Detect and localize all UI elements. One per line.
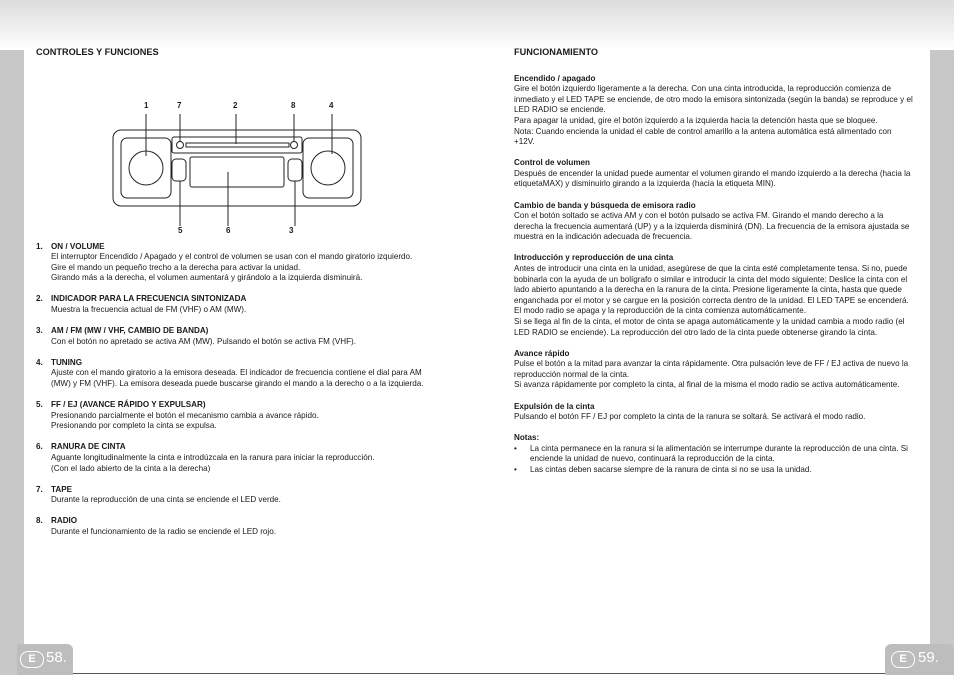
item-title: ON / VOLUME xyxy=(51,241,105,251)
paragraph-line: Presionando parcialmente el botón el mecanismo cambia a avance rápido. xyxy=(51,410,319,420)
item-number: 3. xyxy=(36,326,43,336)
paragraph-line: Ajuste con el mando giratorio a la emisora deseada. El indicador de frecuencia contiene el dial para AM (MW) y FM (VHF). La emisora deseada puede buscarse girando el mando a la derecho o a la izquierda. xyxy=(51,368,424,389)
right-page xyxy=(514,47,914,486)
paragraph-line: Con el botón no apretado se activa AM (MW). Pulsando el botón se activa FM (VHF). xyxy=(51,336,357,346)
paragraph-line: Nota: Cuando encienda la unidad el cable de control amarillo a la antena automática está alimentado con +12V. xyxy=(514,126,892,147)
right-page-number: 59. xyxy=(918,649,939,666)
item-number: 8. xyxy=(36,516,43,526)
bullet-icon: • xyxy=(514,465,517,474)
diagram-label-3: 3 xyxy=(289,225,294,235)
item-title: RANURA DE CINTA xyxy=(51,442,126,452)
item-title: AM / FM (MW / VHF, CAMBIO DE BANDA) xyxy=(51,326,209,336)
control-item xyxy=(36,442,436,474)
paragraph-line: El interruptor Encendido / Apagado y el control de volumen se usan con el mando giratorio izquierdo. xyxy=(51,252,413,262)
item-number: 4. xyxy=(36,357,43,367)
operation-section xyxy=(514,158,914,190)
section-title: Introducción y reproducción de una cinta xyxy=(514,253,674,263)
radio-diagram xyxy=(36,74,436,234)
paragraph-line: Gire el mando un pequeño trecho a la derecha para activar la unidad. xyxy=(51,262,301,272)
operation-section xyxy=(514,253,914,338)
note-text: Las cintas deben sacarse siempre de la ranura de cinta si no se usa la unidad. xyxy=(530,465,812,474)
operation-section xyxy=(514,201,914,243)
diagram-label-1: 1 xyxy=(144,100,149,110)
operation-section xyxy=(514,74,914,148)
item-number: 7. xyxy=(36,484,43,494)
paragraph-line: Pulsando el botón FF / EJ por completo la cinta de la ranura se soltará. Se activará el modo radio. xyxy=(514,412,866,422)
tuning-knob xyxy=(311,151,345,185)
paragraph-line: Girando más a la derecha, el volumen aumentará y girándolo a la izquierda disminuirá. xyxy=(51,273,363,283)
control-item xyxy=(36,326,436,347)
item-title: FF / EJ (AVANCE RÁPIDO Y EXPULSAR) xyxy=(51,400,206,410)
paragraph-line: Antes de introducir una cinta en la unidad, asegúrese de que la cinta esté completamente tensa. Si no, puede bobinarla con la ayuda de un bolígrafo o similar e introducir la cinta del modo siguiente: Deslice la cinta con el lado abierto apuntando a la derecha en la ranura de la cinta. Presione ligeramente la cinta, hasta que quede enganchada por el motor y se cargue en la posición correcta dentro de la unidad. El LED TAPE se encenderá. El modo radio se apaga y la reproducción de la cinta comienza automáticamente. xyxy=(514,264,909,316)
notes-title: Notas: xyxy=(514,433,540,443)
left-margin-strip xyxy=(0,50,24,675)
section-title: Avance rápido xyxy=(514,348,570,358)
note-text: La cinta permanece en la ranura si la alimentación se interrumpe durante la reproducción de una cinta. Si enciende la unidad de nuevo, continuará la reproducción de la cinta. xyxy=(530,443,908,464)
frequency-display xyxy=(190,157,284,187)
paragraph-line: Presionando por completo la cinta se expulsa. xyxy=(51,421,217,431)
right-margin-strip xyxy=(930,50,954,675)
item-number: 2. xyxy=(36,294,43,304)
left-page xyxy=(36,47,436,548)
section-title: Encendido / apagado xyxy=(514,73,596,83)
operation-section xyxy=(514,402,914,423)
section-title: Expulsión de la cinta xyxy=(514,401,595,411)
item-number: 6. xyxy=(36,442,43,452)
bottom-rule xyxy=(73,673,885,674)
paragraph-line: Pulse el botón a la mitad para avanzar la cinta rápidamente. Otra pulsación leve de FF / EJ activa de nuevo la reproducción normal de la cinta. xyxy=(514,359,909,379)
paragraph-line: Para apagar la unidad, gire el botón izquierdo a la izquierda hacia la detención hasta que se bloquee. xyxy=(514,115,878,125)
left-page-number: 58. xyxy=(46,649,67,666)
header-band xyxy=(0,0,954,50)
paragraph-line: Aguante longitudinalmente la cinta e introdúzcala en la ranura para iniciar la reproducción. xyxy=(51,453,375,462)
left-language-badge: E xyxy=(20,651,44,668)
control-item xyxy=(36,485,436,506)
diagram-label-8: 8 xyxy=(291,100,296,110)
right-language-badge: E xyxy=(891,651,915,668)
note-item xyxy=(514,465,914,476)
item-title: RADIO xyxy=(51,516,78,526)
bullet-icon: • xyxy=(514,443,517,453)
operation-section xyxy=(514,349,914,391)
paragraph-line: Después de encender la unidad puede aumentar el volumen girando el mando izquierdo a la derecha (hacia la etiquetaMAX) y disminuirlo girando a la izquierda (hacia la etiqueta MIN). xyxy=(514,168,911,189)
paragraph-line: Con el botón soltado se activa AM y con el botón pulsado se activa FM. Girando el mando derecho a la derecha la frecuencia aumentará (UP) y a la izquierda disminirá (DN). La frecuencia de la emisora ajustada se muestra en la indicación adecuada de frecuencia. xyxy=(514,211,910,242)
item-number: 1. xyxy=(36,241,43,251)
paragraph-line: (Con el lado abierto de la cinta a la derecha) xyxy=(51,463,211,473)
control-item xyxy=(36,358,436,390)
item-title: TUNING xyxy=(51,357,83,367)
note-item xyxy=(514,444,914,465)
item-number: 5. xyxy=(36,400,43,410)
left-heading: CONTROLES Y FUNCIONES xyxy=(36,47,159,57)
control-item xyxy=(36,294,436,315)
item-title: INDICADOR PARA LA FRECUENCIA SINTONIZADA xyxy=(51,294,247,304)
right-heading: FUNCIONAMIENTO xyxy=(514,47,599,57)
paragraph-line: Si se llega al fin de la cinta, el motor de cinta se apaga automáticamente y la unidad cambia a modo radio (el LED RADIO se enciende). La reproducción del otro lado de la cinta puede obtenerse girando la cinta. xyxy=(514,316,905,337)
paragraph-line: Durante el funcionamiento de la radio se enciende el LED rojo. xyxy=(51,526,276,536)
diagram-label-7: 7 xyxy=(177,100,182,110)
paragraph-line: Gire el botón izquierdo ligeramente a la derecha. Con una cinta introducida, la reproducción comienza de inmediato y el LED TAPE se enciende, de otro modo la emisora sintonizada (según la banda) se reproduce y el LED RADIO se enciende. xyxy=(514,84,913,115)
control-item xyxy=(36,242,436,284)
paragraph-line: Si avanza rápidamente por completo la cinta, al final de la misma el modo radio se activa automáticamente. xyxy=(514,380,900,390)
paragraph-line: Muestra la frecuencia actual de FM (VHF) o AM (MW). xyxy=(51,305,247,315)
diagram-label-6: 6 xyxy=(226,225,231,235)
section-title: Cambio de banda y búsqueda de emisora radio xyxy=(514,200,696,210)
paragraph-line: Durante la reproducción de una cinta se enciende el LED verde. xyxy=(51,495,281,505)
item-title: TAPE xyxy=(51,484,72,494)
volume-knob xyxy=(129,151,163,185)
notes-section xyxy=(514,433,914,475)
diagram-label-2: 2 xyxy=(233,100,238,110)
section-title: Control de volumen xyxy=(514,158,590,168)
control-item xyxy=(36,400,436,432)
diagram-label-5: 5 xyxy=(178,225,183,235)
control-item xyxy=(36,516,436,537)
diagram-label-4: 4 xyxy=(329,100,334,110)
radio-front-panel xyxy=(113,130,361,206)
